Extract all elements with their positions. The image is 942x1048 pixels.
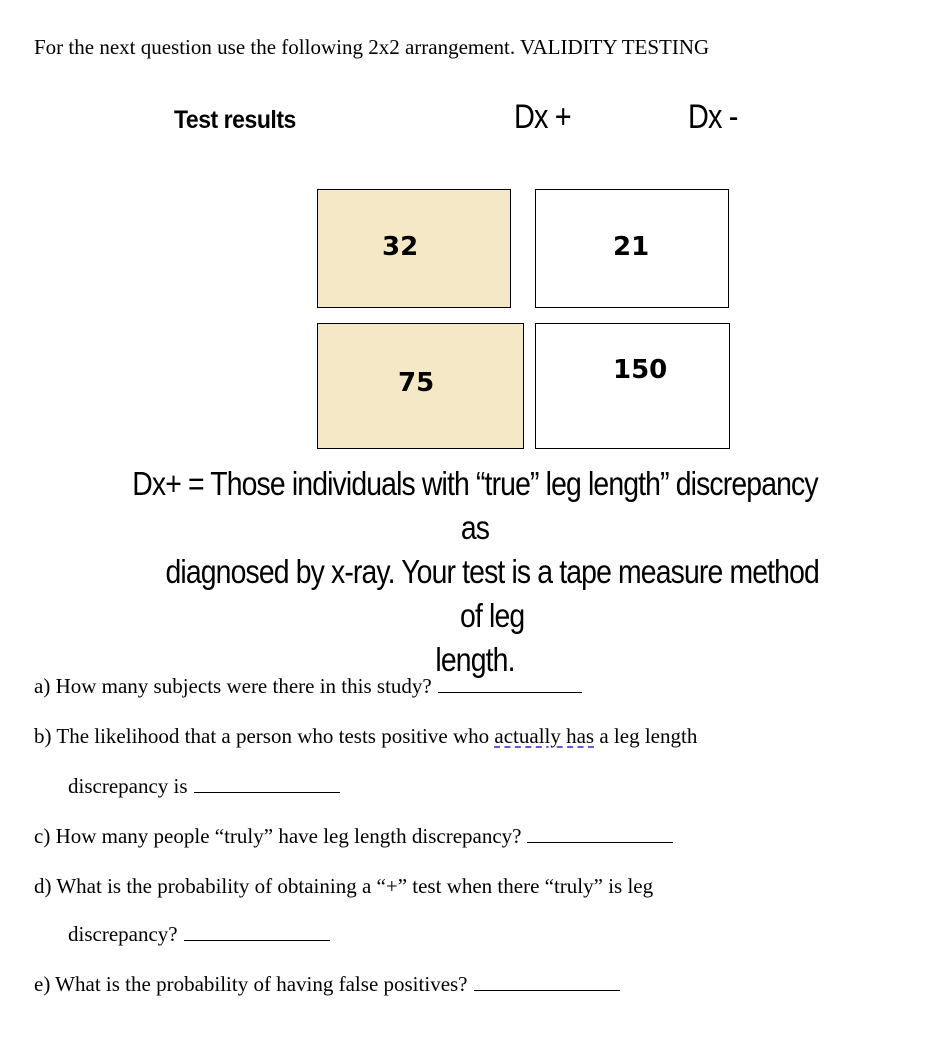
answer-blank-b[interactable] <box>194 774 340 793</box>
question-c-text: c) How many people “truly” have leg length discrepancy? <box>34 824 522 848</box>
cell-false-positive <box>535 189 729 308</box>
question-d <box>34 874 653 899</box>
question-b-text-1: b) The likelihood that a person who tests positive who <box>34 724 490 748</box>
question-d-continued <box>68 922 330 947</box>
definition-line-2: diagnosed by x-ray. Your test is a tape measure method of leg <box>165 553 819 634</box>
col-header-dx-negative: Dx - <box>688 98 738 136</box>
cell-true-negative <box>535 323 730 449</box>
col-header-dx-positive: Dx + <box>514 98 571 136</box>
intro-text: For the next question use the following 2x2 arrangement. VALIDITY TESTING <box>34 35 710 59</box>
answer-blank-e[interactable] <box>474 972 620 991</box>
cell-c-value: 75 <box>398 368 435 398</box>
cell-true-positive <box>317 189 511 308</box>
question-b-cont-text: discrepancy is <box>68 774 188 798</box>
question-e <box>34 972 620 997</box>
definition-line-1: Dx+ = Those individuals with “true” leg length” discrepancy as <box>132 465 818 546</box>
cell-b-value: 21 <box>613 232 650 262</box>
answer-blank-c[interactable] <box>527 824 673 843</box>
row-header-test-results: Test results <box>174 106 296 134</box>
question-d-cont-text: discrepancy? <box>68 922 178 946</box>
answer-blank-d[interactable] <box>184 922 330 941</box>
question-b-continued <box>68 774 340 799</box>
question-b <box>34 724 697 749</box>
definition-block <box>60 462 890 682</box>
question-a-text: a) How many subjects were there in this study? <box>34 674 432 698</box>
answer-blank-a[interactable] <box>438 674 582 693</box>
question-b-text-2: a leg length <box>599 724 698 748</box>
question-a <box>34 674 582 699</box>
definition-line-3: length. <box>435 641 515 678</box>
cell-a-value: 32 <box>382 232 419 262</box>
question-c <box>34 824 673 849</box>
question-e-text: e) What is the probability of having false positives? <box>34 972 468 996</box>
question-b-marked-text: actually has <box>494 724 595 748</box>
cell-false-negative <box>317 323 524 449</box>
question-d-text: d) What is the probability of obtaining a “+” test when there “truly” is leg <box>34 874 654 898</box>
cell-d-value: 150 <box>613 355 668 385</box>
